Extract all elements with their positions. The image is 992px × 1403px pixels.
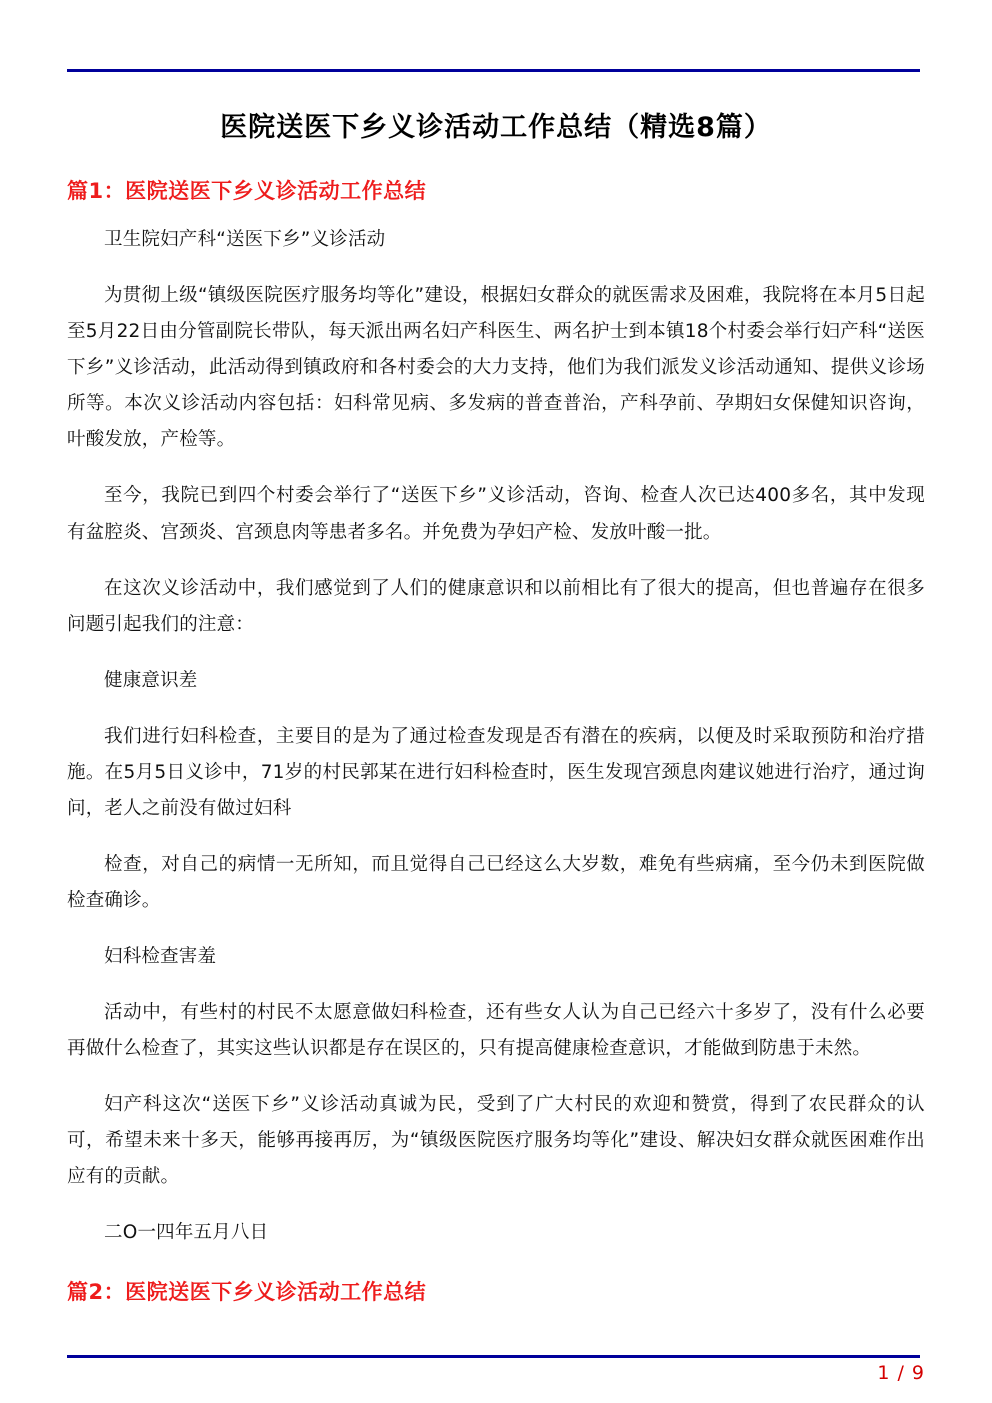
paragraph-1-2: 为贯彻上级“镇级医院医疗服务均等化”建设，根据妇女群众的就医需求及困难，我院将在本月5日起至5月22日由分管副院长带队，每天派出两名妇产科医生、两名护士到本镇18个村委会举行妇产科“送医下乡”义诊活动，此活动得到镇政府和各村委会的大力支持，他们为我们派发义诊活动通知、提供义诊场所等。本次义诊活动内容包括：妇科常见病、多发病的普查普治，产科孕前、孕期妇女保健知识咨询，叶酸发放，产检等。 — [67, 285, 925, 451]
paragraph-1-4: 在这次义诊活动中，我们感觉到了人们的健康意识和以前相比有了很大的提高，但也普遍存在很多问题引起我们的注意： — [67, 577, 925, 635]
subheading-health-awareness: 健康意识差 — [104, 669, 198, 691]
paragraph-1-3: 至今，我院已到四个村委会举行了“送医下乡”义诊活动，咨询、检查人次已达400多名，其中发现有盆腔炎、宫颈炎、宫颈息肉等患者多名。并免费为孕妇产检、发放叶酸一批。 — [67, 485, 925, 543]
page-title: 医院送医下乡义诊活动工作总结（精选8篇） — [220, 112, 772, 143]
paragraph-1-6: 检查，对自己的病情一无所知，而且觉得自己已经这么大岁数，难免有些病痛，至今仍未到医院做检查确诊。 — [67, 853, 925, 912]
section-heading-2: 篇2：医院送医下乡义诊活动工作总结 — [67, 1279, 427, 1304]
paragraph-1-7: 活动中，有些村的村民不太愿意做妇科检查，还有些女人认为自己已经六十多岁了，没有什么必要再做什么检查了，其实这些认识都是存在误区的，只有提高健康检查意识，才能做到防患于未然。 — [67, 1002, 925, 1060]
subheading-exam-shyness: 妇科检查害羞 — [104, 946, 217, 968]
paragraph-1-5: 我们进行妇科检查，主要目的是为了通过检查发现是否有潜在的疾病，以便及时采取预防和治疗措施。在5月5日义诊中，71岁的村民郭某在进行妇科检查时，医生发现宫颈息肉建议她进行治疗，通过询问，老人之前没有做过妇科 — [67, 725, 925, 819]
header-divider — [67, 69, 920, 72]
section-heading-1: 篇1：医院送医下乡义诊活动工作总结 — [67, 178, 427, 203]
document-content — [67, 108, 925, 1323]
paragraph-1-1: 卫生院妇产科“送医下乡”义诊活动 — [104, 229, 386, 251]
signature-date: 二O一四年五月八日 — [104, 1222, 269, 1244]
paragraph-1-8: 妇产科这次“送医下乡”义诊活动真诚为民，受到了广大村民的欢迎和赞赏，得到了农民群众的认可，希望未来十多天，能够再接再厉，为“镇级医院医疗服务均等化”建设、解决妇女群众就医困难作出应有的贡献。 — [67, 1094, 925, 1188]
page-number: 1 / 9 — [877, 1362, 925, 1384]
footer-divider — [67, 1355, 920, 1358]
